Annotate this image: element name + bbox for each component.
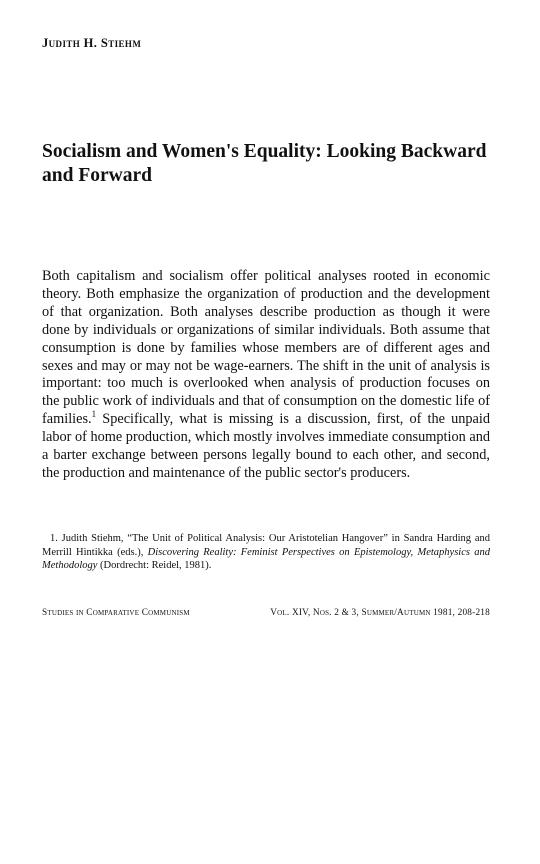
body-paragraph <box>42 268 490 483</box>
footnote-text-suffix: (Dordrecht: Reidel, 1981). <box>97 560 212 572</box>
article-title-line-1: Socialism and Women's Equality: Looking Backward <box>42 141 487 162</box>
footnote <box>42 532 490 573</box>
page-footer <box>42 608 490 618</box>
body-text-part-1: Both capitalism and socialism offer political analyses rooted in economic theory. Both emphasize the organization of production and the development of that organization. Both analyses describe production as though it were done by individuals or organizations of similar individuals. Both assume that consumption is done by families whose members are of different ages and sexes and may or may not be wage-earners. The shift in the unit of analysis is important: too much is overlooked when analysis of production focuses on the public work of individuals and that of consumption on the domestic life of families. <box>42 268 490 428</box>
article-title <box>42 140 502 188</box>
footnote-reference: 1 <box>91 409 97 420</box>
author-name: Judith H. Stiehm <box>42 36 142 50</box>
journal-name: Studies in Comparative Communism <box>42 608 190 618</box>
article-title-line-2: and Forward <box>42 165 152 186</box>
issue-info: Vol. XIV, Nos. 2 & 3, Summer/Autumn 1981, 208-218 <box>270 608 490 618</box>
footnote-book-title: Discovering Reality: Feminist Perspectives on Epistemology, Metaphysics and Methodology <box>42 546 490 572</box>
footnote-text-prefix: 1. Judith Stiehm, “The Unit of Political Analysis: Our Aristotelian Hangover” in Sandra Harding and Merrill Hintikka (eds.), <box>42 533 490 558</box>
body-text-part-2: Specifically, what is missing is a discussion, first, of the unpaid labor of home production, which mostly involves immediate consumption and a barter exchange between persons legally bound to each other, and second, the production and maintenance of the public sector's producers. <box>42 411 490 481</box>
